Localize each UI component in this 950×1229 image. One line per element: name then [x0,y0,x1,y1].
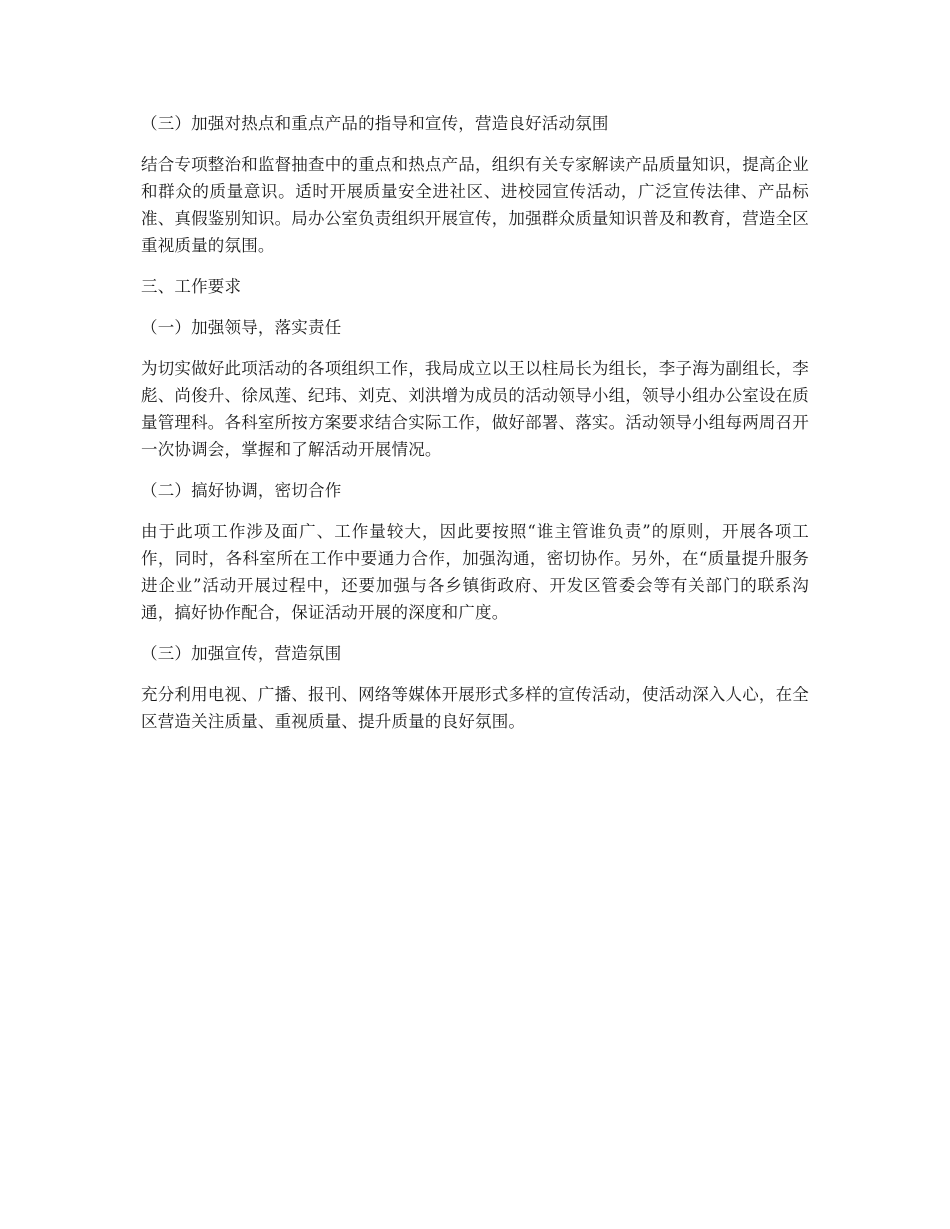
section-heading-promotion-hot-products: （三）加强对热点和重点产品的指导和宣传，营造良好活动氛围 [141,114,609,133]
document-body [141,110,809,749]
subheading-leadership: （一）加强领导，落实责任 [141,318,342,337]
paragraph-publicity-details: 充分利用电视、广播、报刊、网络等媒体开展形式多样的宣传活动，使活动深入人心，在全区营造关注质量、重视质量、提升质量的良好氛围。 [141,685,809,731]
section-heading-work-requirements: 三、工作要求 [141,277,242,296]
paragraph-leadership-details: 为切实做好此项活动的各项组织工作，我局成立以王以柱局长为组长，李子海为副组长，李彪、尚俊升、徐凤莲、纪玮、刘克、刘洪增为成员的活动领导小组，领导小组办公室设在质量管理科。各科室所按方案要求结合实际工作，做好部署、落实。活动领导小组每两周召开一次协调会，掌握和了解活动开展情况。 [141,359,809,459]
paragraph-promotion-details: 结合专项整治和监督抽查中的重点和热点产品，组织有关专家解读产品质量知识，提高企业和群众的质量意识。适时开展质量安全进社区、进校园宣传活动，广泛宣传法律、产品标准、真假鉴别知识。局办公室负责组织开展宣传，加强群众质量知识普及和教育，营造全区重视质量的氛围。 [141,155,809,255]
subheading-publicity: （三）加强宣传，营造氛围 [141,644,342,663]
subheading-coordination: （二）搞好协调，密切合作 [141,481,342,500]
paragraph-coordination-details: 由于此项工作涉及面广、工作量较大，因此要按照“谁主管谁负责”的原则，开展各项工作，同时，各科室所在工作中要通力合作，加强沟通，密切协作。另外，在“质量提升服务进企业”活动开展过程中，还要加强与各乡镇街政府、开发区管委会等有关部门的联系沟通，搞好协作配合，保证活动开展的深度和广度。 [141,522,809,622]
